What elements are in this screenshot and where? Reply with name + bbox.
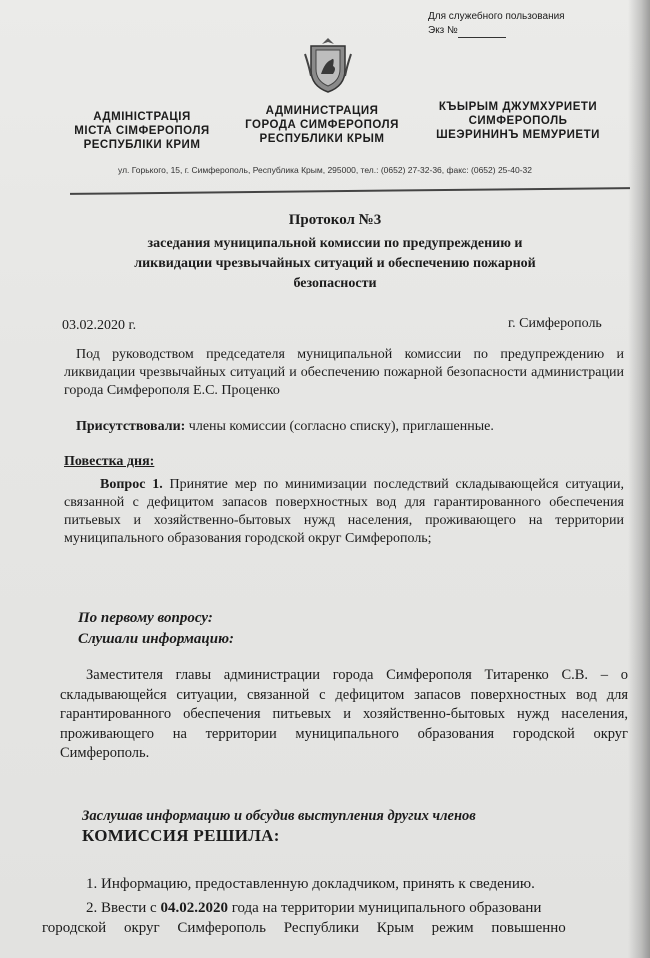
- org-name-russian: АДМИНИСТРАЦИЯ ГОРОДА СИМФЕРОПОЛЯ РЕСПУБЛИКИ КРЫМ: [245, 105, 399, 145]
- decision-item-2: 2. Ввести с 04.02.2020 года на территории муниципального образовани: [86, 900, 542, 916]
- protocol-number: Протокол №3: [288, 212, 382, 228]
- agenda-heading: Повестка дня:: [64, 454, 155, 469]
- service-stamp: [428, 10, 565, 38]
- question-1-paragraph: [64, 476, 624, 548]
- commission-decided: КОМИССИЯ РЕШИЛА:: [82, 826, 280, 845]
- question-1-text: Принятие мер по минимизации последствий складывающейся ситуации, связанной с дефицитом запасов поверхностных вод для гарантированного обеспечения питьевых и хозяйственно-бытовых нужд населения, проживающего на территории муниципального образования городской округ Симферополь;: [64, 477, 624, 546]
- service-use-label: Для служебного пользования: [428, 11, 565, 22]
- present-label: Присутствовали:: [76, 419, 186, 434]
- document-title: Протокол №3 заседания муниципальной комиссии по предупреждению и ликвидации чрезвычайных ситуаций и обеспечению пожарной безопасности: [100, 210, 570, 294]
- question-1-label: Вопрос 1.: [100, 477, 163, 492]
- decision-2-date: 04.02.2020: [160, 900, 228, 916]
- present-paragraph: [64, 418, 624, 436]
- page-edge-shadow: [628, 0, 650, 958]
- org-name-ukrainian: АДМІНІСТРАЦІЯ МІСТА СІМФЕРОПОЛЯ РЕСПУБЛІКИ КРИМ: [74, 111, 210, 151]
- org-address: ул. Горького, 15, г. Симферополь, Республика Крым, 295000, тел.: (0652) 27-32-36, факс: (0652) 25-40-32: [118, 165, 532, 175]
- first-question-heading: По первому вопросу: Слушали информацию:: [78, 610, 235, 647]
- after-heard-text: Заслушав информацию и обсудив выступления других членов: [82, 808, 476, 824]
- deputy-report-paragraph: Заместителя главы администрации города Симферополя Титаренко С.В. – о складывающейся ситуации, связанной с дефицитом запасов поверхностных вод для гарантированного обеспечения питьевых и хозяйственно-бытовых нужд населения, проживающего на территории муниципального образования городской округ Симферополь.: [60, 667, 628, 761]
- document-city: г. Симферополь: [508, 316, 602, 331]
- copy-number-blank: [458, 27, 506, 38]
- intro-paragraph: Под руководством председателя муниципальной комиссии по предупреждению и ликвидации чрезвычайных ситуаций и обеспечению пожарной безопасности администрации города Симферополя Е.С. Проценко: [64, 347, 624, 398]
- copy-number-label: Экз №: [428, 25, 458, 36]
- org-name-crimean-tatar: КЪЫРЫМ ДЖУМХУРИЕТИ СИМФЕРОПОЛЬ ШЕЭРИНИНЪ МЕМУРИЕТИ: [436, 101, 600, 141]
- present-text: члены комиссии (согласно списку), приглашенные.: [185, 419, 494, 434]
- decision-heading: [82, 806, 476, 846]
- crimea-coat-of-arms-icon: [303, 36, 353, 94]
- decision-item-2-continued: городской округ Симферополь Республики Крым режим повышенно: [42, 920, 566, 936]
- document-date: 03.02.2020 г.: [62, 318, 137, 333]
- decision-item-1: 1. Информацию, предоставленную докладчиком, принять к сведению.: [86, 876, 535, 892]
- header-divider: [70, 187, 630, 194]
